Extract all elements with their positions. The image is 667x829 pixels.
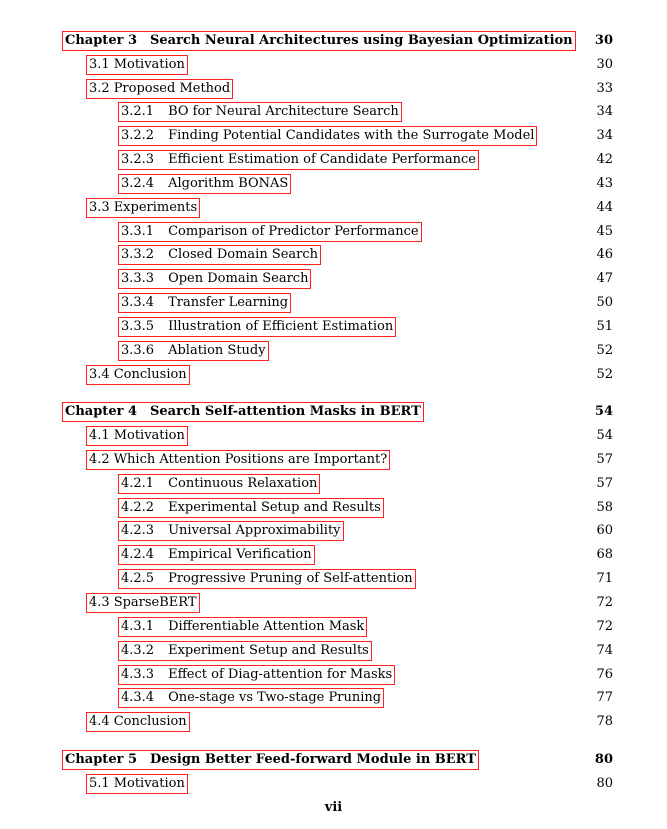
toc-entry-link[interactable] xyxy=(118,688,384,708)
toc-entry-link[interactable] xyxy=(118,174,291,194)
toc-entry-link[interactable] xyxy=(86,593,200,613)
toc-entry-title: Motivation xyxy=(113,776,185,791)
toc-entry-number: 4.2.4 xyxy=(121,547,155,562)
toc-page-number: 44 xyxy=(596,200,613,215)
toc-entry-number: Chapter 4 xyxy=(65,404,138,419)
toc-page-number: 76 xyxy=(596,667,613,682)
toc-page-number: 52 xyxy=(596,367,613,382)
toc-entry-title: Proposed Method xyxy=(113,81,231,96)
toc-page-number: 34 xyxy=(596,104,613,119)
toc-entry-link[interactable] xyxy=(118,293,291,313)
toc-entry-title: One-stage vs Two-stage Pruning xyxy=(168,690,382,705)
toc-page-number: 80 xyxy=(594,752,613,767)
toc-page-number: 60 xyxy=(596,523,613,538)
toc-entry-title: Experiments xyxy=(113,200,198,215)
toc-page-number: 30 xyxy=(596,57,613,72)
toc-page-number: 51 xyxy=(596,319,613,334)
toc-subsection-row xyxy=(0,520,667,542)
toc-page-number: 74 xyxy=(596,643,613,658)
toc-entry-number: 3.2.2 xyxy=(121,128,155,143)
toc-page-number: 33 xyxy=(596,81,613,96)
toc-entry-title: Open Domain Search xyxy=(168,271,309,286)
toc-page-number: 47 xyxy=(596,271,613,286)
toc-entry-number: 3.3.1 xyxy=(121,224,155,239)
toc-page-number: 72 xyxy=(596,619,613,634)
toc-entry-link[interactable] xyxy=(118,341,269,361)
toc-section-row xyxy=(0,711,667,733)
toc-page-number: 57 xyxy=(596,476,613,491)
toc-subsection-row xyxy=(0,149,667,171)
toc-page-number: 52 xyxy=(596,343,613,358)
toc-page-number: 78 xyxy=(596,714,613,729)
toc-entry-number: 4.1 xyxy=(89,428,110,443)
toc-subsection-row xyxy=(0,292,667,314)
toc-entry-number: 3.2.4 xyxy=(121,176,155,191)
toc-entry-link[interactable] xyxy=(62,750,479,770)
toc-subsection-row xyxy=(0,687,667,709)
toc-entry-number: 3.3.4 xyxy=(121,295,155,310)
toc-entry-number: Chapter 5 xyxy=(65,752,138,767)
toc-entry-number: 3.2.3 xyxy=(121,152,155,167)
toc-chapter-row xyxy=(0,749,667,771)
toc-entry-number: 4.2.3 xyxy=(121,523,155,538)
toc-section-row xyxy=(0,592,667,614)
toc-page-number: 43 xyxy=(596,176,613,191)
toc-entry-number: 3.4 xyxy=(89,367,110,382)
toc-subsection-row xyxy=(0,568,667,590)
toc-entry-number: 4.2 xyxy=(89,452,110,467)
toc-section-row xyxy=(0,197,667,219)
toc-entry-number: 3.3.3 xyxy=(121,271,155,286)
toc-entry-title: Motivation xyxy=(113,428,185,443)
toc-page-number: 54 xyxy=(594,404,613,419)
toc-entry-link[interactable] xyxy=(118,269,311,289)
toc-entry-number: 4.3.4 xyxy=(121,690,155,705)
toc-entry-link[interactable] xyxy=(62,402,424,422)
toc-subsection-row xyxy=(0,221,667,243)
toc-entry-link[interactable] xyxy=(118,569,416,589)
toc-entry-number: 3.3.6 xyxy=(121,343,155,358)
toc-page-number: 45 xyxy=(596,224,613,239)
toc-entry-title: Design Better Feed-forward Module in BERT xyxy=(150,752,476,767)
toc-page-number: 50 xyxy=(596,295,613,310)
toc-subsection-row xyxy=(0,640,667,662)
toc-entry-title: Search Self-attention Masks in BERT xyxy=(150,404,421,419)
toc-page-number: 42 xyxy=(596,152,613,167)
toc-section-row xyxy=(0,54,667,76)
toc-entry-number: 5.1 xyxy=(89,776,110,791)
toc-entry-title: Experimental Setup and Results xyxy=(168,500,381,515)
toc-entry-link[interactable] xyxy=(118,545,315,565)
toc-entry-link[interactable] xyxy=(118,245,321,265)
toc-entry-title: Algorithm BONAS xyxy=(168,176,289,191)
toc-page-number: 30 xyxy=(594,33,613,48)
toc-entry-title: Effect of Diag-attention for Masks xyxy=(168,667,393,682)
toc-subsection-row xyxy=(0,664,667,686)
toc-page-number: 72 xyxy=(596,595,613,610)
toc-page-number: 58 xyxy=(596,500,613,515)
toc-entry-title: Transfer Learning xyxy=(168,295,289,310)
toc-subsection-row xyxy=(0,101,667,123)
toc-entry-title: Comparison of Predictor Performance xyxy=(168,224,419,239)
toc-entry-title: Differentiable Attention Mask xyxy=(168,619,365,634)
toc-page-number: 34 xyxy=(596,128,613,143)
toc-section-row xyxy=(0,773,667,795)
toc-entry-link[interactable] xyxy=(86,198,200,218)
toc-page-number: 54 xyxy=(596,428,613,443)
toc-entry-number: 3.3 xyxy=(89,200,110,215)
toc-entry-number: 3.1 xyxy=(89,57,110,72)
toc-entry-title: Empirical Verification xyxy=(168,547,312,562)
toc-entry-link[interactable] xyxy=(118,126,537,146)
toc-entry-link[interactable] xyxy=(118,102,402,122)
toc-entry-number: 3.2 xyxy=(89,81,110,96)
toc-subsection-row xyxy=(0,316,667,338)
toc-entry-link[interactable] xyxy=(118,521,344,541)
toc-chapter-row xyxy=(0,30,667,52)
toc-entry-title: Continuous Relaxation xyxy=(168,476,318,491)
toc-entry-number: 4.3.2 xyxy=(121,643,155,658)
toc-subsection-row xyxy=(0,497,667,519)
toc-entry-number: 4.4 xyxy=(89,714,110,729)
toc-entry-title: Conclusion xyxy=(113,367,187,382)
toc-entry-title: Motivation xyxy=(113,57,185,72)
toc-entry-link[interactable] xyxy=(118,617,367,637)
toc-entry-title: Efficient Estimation of Candidate Performance xyxy=(168,152,476,167)
toc-entry-link[interactable] xyxy=(86,712,190,732)
toc-subsection-row xyxy=(0,473,667,495)
toc-entry-link[interactable] xyxy=(118,641,372,661)
toc-section-row xyxy=(0,78,667,100)
toc-entry-number: Chapter 3 xyxy=(65,33,138,48)
toc-subsection-row xyxy=(0,244,667,266)
toc-subsection-row xyxy=(0,616,667,638)
toc-entry-title: Closed Domain Search xyxy=(168,247,319,262)
toc-entry-title: Which Attention Positions are Important? xyxy=(113,452,388,467)
toc-entry-number: 4.3.1 xyxy=(121,619,155,634)
toc-page-number: 57 xyxy=(596,452,613,467)
toc-entry-link[interactable] xyxy=(118,150,479,170)
toc-entry-title: Experiment Setup and Results xyxy=(168,643,369,658)
toc-entry-title: BO for Neural Architecture Search xyxy=(168,104,399,119)
toc-entry-link[interactable] xyxy=(62,31,576,51)
toc-entry-link[interactable] xyxy=(118,498,384,518)
toc-entry-number: 4.3 xyxy=(89,595,110,610)
toc-entry-title: Universal Approximability xyxy=(168,523,341,538)
toc-entry-link[interactable] xyxy=(86,774,188,794)
toc-entry-link[interactable] xyxy=(118,474,320,494)
toc-entry-number: 3.2.1 xyxy=(121,104,155,119)
toc-entry-link[interactable] xyxy=(86,426,188,446)
toc-page-number: 68 xyxy=(596,547,613,562)
toc-page-number: 71 xyxy=(596,571,613,586)
toc-entry-number: 4.3.3 xyxy=(121,667,155,682)
toc-entry-link[interactable] xyxy=(86,79,233,99)
toc-entry-link[interactable] xyxy=(86,55,188,75)
toc-subsection-row xyxy=(0,544,667,566)
toc-entry-title: Progressive Pruning of Self-attention xyxy=(168,571,413,586)
toc-entry-link[interactable] xyxy=(118,665,395,685)
toc-entry-number: 3.3.5 xyxy=(121,319,155,334)
toc-entry-number: 3.3.2 xyxy=(121,247,155,262)
toc-entry-link[interactable] xyxy=(118,222,422,242)
toc-entry-link[interactable] xyxy=(118,317,396,337)
toc-entry-number: 4.2.2 xyxy=(121,500,155,515)
toc-section-row xyxy=(0,364,667,386)
toc-section-row xyxy=(0,449,667,471)
toc-entry-title: Finding Potential Candidates with the Surrogate Model xyxy=(168,128,535,143)
toc-entry-title: Search Neural Architectures using Bayesian Optimization xyxy=(150,33,573,48)
toc-entry-title: Ablation Study xyxy=(168,343,266,358)
toc-subsection-row xyxy=(0,268,667,290)
toc-entry-title: Conclusion xyxy=(113,714,187,729)
toc-entry-title: SparseBERT xyxy=(113,595,197,610)
toc-entry-title: Illustration of Efficient Estimation xyxy=(168,319,394,334)
toc-page-number: 77 xyxy=(596,690,613,705)
toc-chapter-row xyxy=(0,401,667,423)
toc-page-number: 80 xyxy=(596,776,613,791)
toc-subsection-row xyxy=(0,173,667,195)
toc-entry-number: 4.2.1 xyxy=(121,476,155,491)
toc-entry-number: 4.2.5 xyxy=(121,571,155,586)
toc-entry-link[interactable] xyxy=(86,365,190,385)
toc-subsection-row xyxy=(0,125,667,147)
toc-section-row xyxy=(0,425,667,447)
toc-page-number: 46 xyxy=(596,247,613,262)
toc-subsection-row xyxy=(0,340,667,362)
toc-entry-link[interactable] xyxy=(86,450,390,470)
page-number: vii xyxy=(324,800,343,815)
